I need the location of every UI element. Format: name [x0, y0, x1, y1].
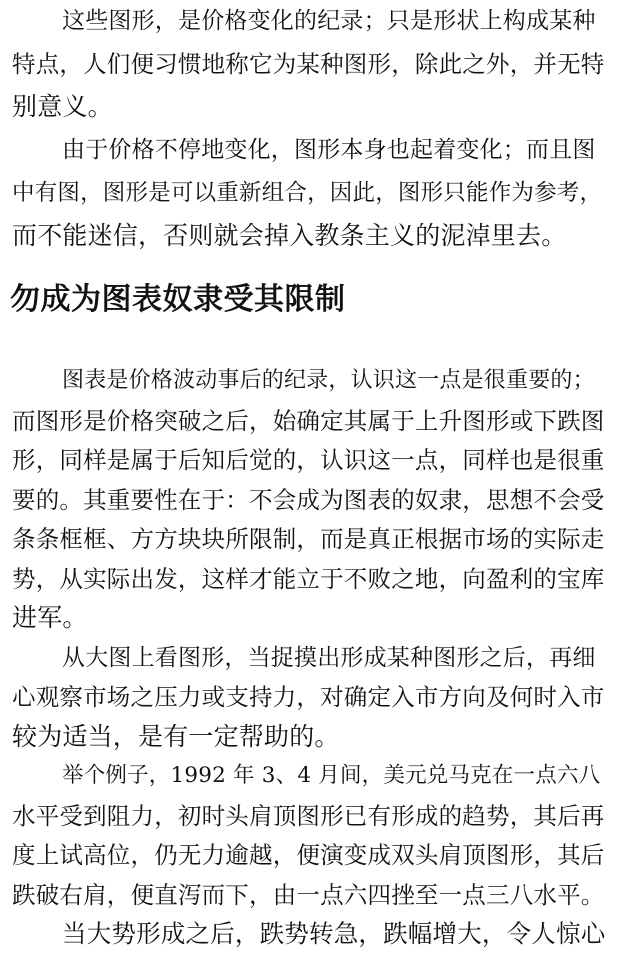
paragraph-1-line-2: 特点，人们便习惯地称它为某种图形，除此之外，并无特: [12, 50, 605, 78]
paragraph-2-line-1: 由于价格不停地变化，图形本身也起着变化；而且图: [62, 137, 596, 163]
paragraph-3-line-1: 图表是价格波动事后的纪录，认识这一点是很重要的；: [62, 368, 595, 393]
paragraph-2-line-2: 中有图，图形是可以重新组合，因此，图形只能作为参考，: [12, 180, 603, 206]
paragraph-5-line-3: 度上试高位，仍无力逾越，便演变成双头肩顶图形，其后: [12, 841, 605, 869]
paragraph-3-line-5: 条条框框、方方块块所限制，而是真正根据市场的实际走: [12, 525, 605, 553]
paragraph-4-line-1: 从大图上看图形，当捉摸出形成某种图形之后，再细: [62, 644, 596, 671]
paragraph-3-line-2: 而图形是价格突破之后，始确定其属于上升图形或下跌图: [12, 406, 605, 435]
paragraph-5-line-1: 举个例子，1992 年 3、4 月间，美元兑马克在一点六八: [62, 763, 601, 788]
paragraph-4-line-3: 较为适当，是有一定帮助的。: [12, 721, 340, 751]
paragraph-3-line-3: 形，同样是属于后知后觉的，认识这一点，同样也是很重: [12, 446, 605, 474]
paragraph-2-line-3: 而不能迷信，否则就会掉入教条主义的泥淖里去。: [12, 221, 567, 250]
paragraph-4-line-2: 心观察市场之压力或支持力，对确定入市方向及何时入市: [12, 683, 605, 711]
paragraph-3-line-6: 势，从实际出发，这样才能立于不败之地，向盈利的宝库: [12, 564, 605, 593]
paragraph-6-line-1: 当大势形成之后，跌势转急，跌幅增大，令人惊心: [62, 919, 606, 948]
paragraph-5-line-2: 水平受到阻力，初时头肩顶图形已有形成的趋势，其后再: [12, 801, 605, 830]
paragraph-3-line-7: 进军。: [12, 603, 88, 632]
paragraph-3-line-4: 要的。其重要性在于：不会成为图表的奴隶，思想不会受: [12, 485, 605, 514]
paragraph-5-line-4: 跌破右肩，便直泻而下，由一点六四挫至一点三八水平。: [12, 880, 605, 909]
paragraph-1-line-3: 别意义。: [12, 92, 113, 121]
section-heading: 勿成为图表奴隶受其限制: [10, 282, 346, 317]
paragraph-1-line-1: 这些图形，是价格变化的纪录；只是形状上构成某种: [62, 8, 596, 34]
